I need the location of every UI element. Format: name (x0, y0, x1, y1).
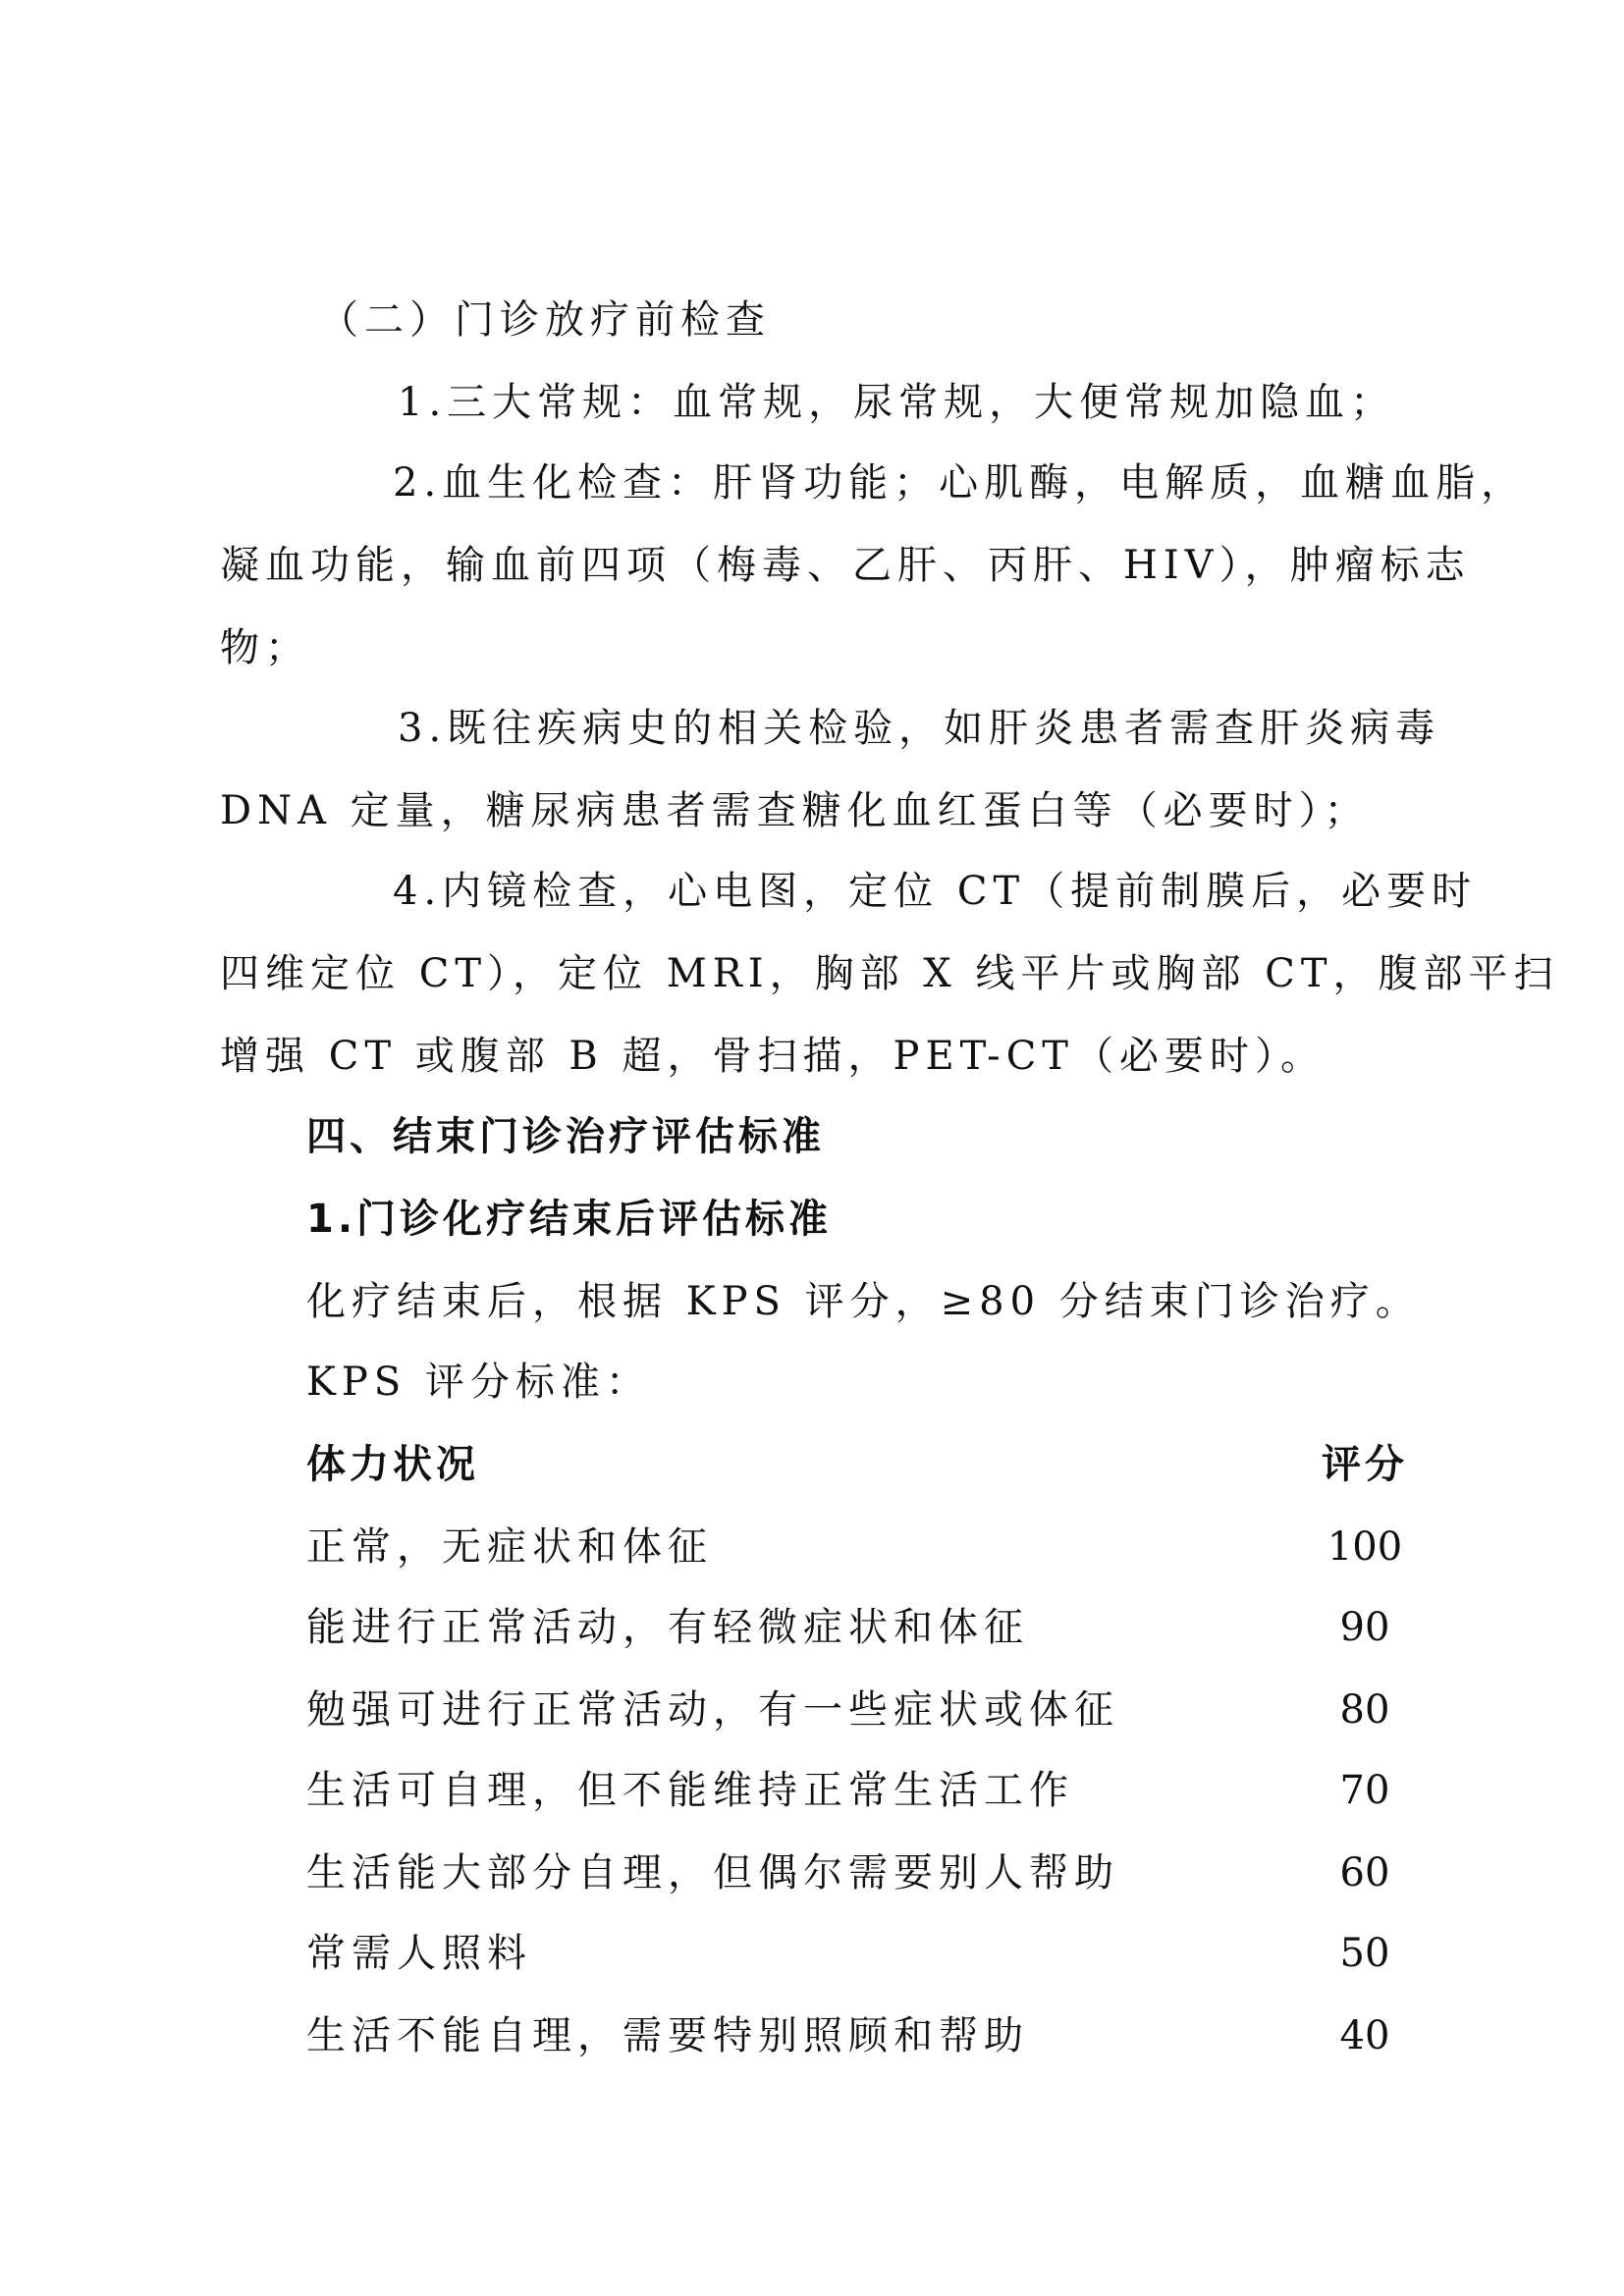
kps-header-condition: 体力状况 (306, 1442, 479, 1487)
paragraph-line: 化疗结束后，根据 KPS 评分，≥80 分结束门诊治疗。 (306, 1279, 1421, 1324)
kps-row-score: 80 (1339, 1687, 1390, 1733)
kps-row-condition: 勉强可进行正常活动，有一些症状或体征 (306, 1687, 1119, 1733)
paragraph-line: 物； (220, 625, 310, 670)
paragraph-line: 1.三大常规：血常规，尿常规，大便常规加隐血； (398, 380, 1396, 425)
kps-header-score: 评分 (1322, 1442, 1408, 1487)
paragraph-line: 增强 CT 或腹部 B 超，骨扫描，PET-CT（必要时）。 (220, 1034, 1326, 1079)
paragraph-line: DNA 定量，糖尿病患者需查糖化血红蛋白等（必要时）； (220, 788, 1370, 833)
paragraph-line: 4.内镜检查，心电图，定位 CT（提前制膜后，必要时 (393, 869, 1478, 914)
subsection-heading-chemo-end: 1.门诊化疗结束后评估标准 (306, 1197, 833, 1242)
kps-row-score: 40 (1339, 2013, 1390, 2058)
kps-row-condition: 常需人照料 (306, 1931, 532, 1976)
kps-row-condition: 能进行正常活动，有轻微症状和体征 (306, 1605, 1029, 1650)
section-heading-outpatient-end: 四、结束门诊治疗评估标准 (306, 1114, 825, 1159)
kps-row-condition: 生活不能自理，需要特别照顾和帮助 (306, 2013, 1029, 2058)
paragraph-line: 四维定位 CT），定位 MRI，胸部 X 线平片或胸部 CT，腹部平扫 (220, 951, 1559, 996)
paragraph-line: 2.血生化检查：肝肾功能；心肌酶，电解质，血糖血脂， (393, 460, 1527, 506)
section-heading-pre-radiotherapy: （二）门诊放疗前检查 (319, 297, 771, 343)
paragraph-line: 3.既往疾病史的相关检验，如肝炎患者需查肝炎病毒 (398, 706, 1441, 751)
kps-row-score: 70 (1339, 1768, 1390, 1813)
kps-row-score: 100 (1326, 1524, 1403, 1570)
paragraph-line: 凝血功能，输血前四项（梅毒、乙肝、丙肝、HIV），肿瘤标志 (220, 543, 1471, 588)
kps-row-score: 90 (1339, 1605, 1390, 1650)
kps-row-condition: 生活可自理，但不能维持正常生活工作 (306, 1768, 1074, 1813)
paragraph-line: KPS 评分标准： (306, 1360, 651, 1405)
kps-row-condition: 正常，无症状和体征 (306, 1524, 713, 1570)
kps-row-score: 50 (1339, 1931, 1390, 1976)
kps-row-score: 60 (1339, 1850, 1390, 1896)
kps-row-condition: 生活能大部分自理，但偶尔需要别人帮助 (306, 1850, 1119, 1896)
